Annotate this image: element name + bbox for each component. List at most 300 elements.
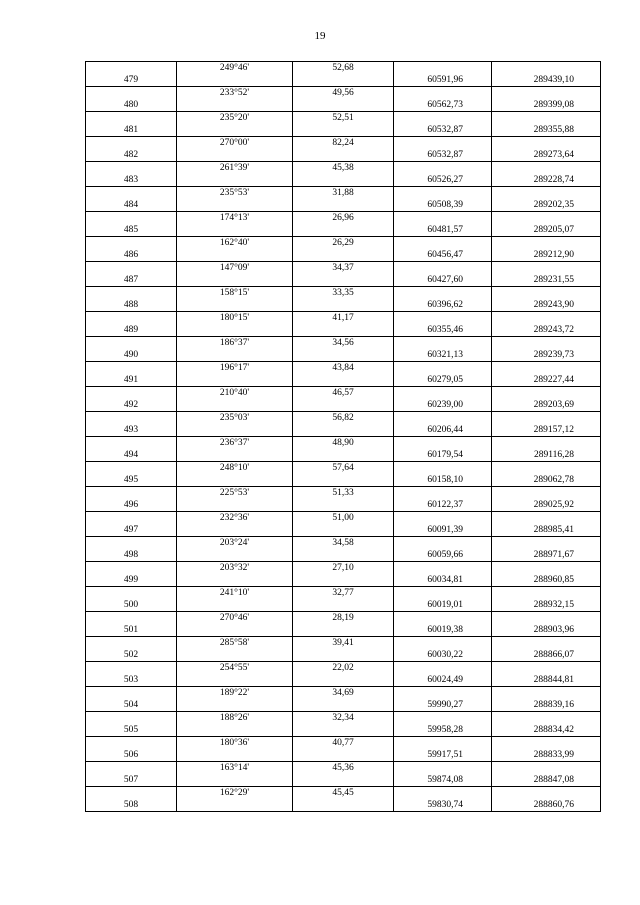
x-coordinate-cell xyxy=(394,387,492,400)
table-row xyxy=(86,462,601,475)
direction-angle-cell: 232°36' xyxy=(177,512,293,525)
point-number-cell xyxy=(86,162,177,175)
length-cell xyxy=(293,374,394,387)
y-coordinate-cell xyxy=(492,662,601,675)
direction-angle-cell xyxy=(177,124,293,137)
point-number-cell: 487 xyxy=(86,274,177,287)
point-number-cell xyxy=(86,637,177,650)
point-number-cell xyxy=(86,687,177,700)
point-number-cell xyxy=(86,737,177,750)
x-coordinate-cell: 60456,47 xyxy=(394,249,492,262)
direction-angle-cell xyxy=(177,349,293,362)
x-coordinate-cell: 59990,27 xyxy=(394,699,492,712)
x-coordinate-cell: 59874,08 xyxy=(394,774,492,787)
y-coordinate-cell: 288844,81 xyxy=(492,674,601,687)
y-coordinate-cell xyxy=(492,487,601,500)
direction-angle-cell xyxy=(177,674,293,687)
x-coordinate-cell: 60481,57 xyxy=(394,224,492,237)
point-number-cell: 505 xyxy=(86,724,177,737)
length-cell: 51,33 xyxy=(293,487,394,500)
length-cell: 45,38 xyxy=(293,162,394,175)
table-row xyxy=(86,62,601,75)
point-number-cell: 488 xyxy=(86,299,177,312)
point-number-cell xyxy=(86,387,177,400)
x-coordinate-cell: 60024,49 xyxy=(394,674,492,687)
y-coordinate-cell xyxy=(492,762,601,775)
y-coordinate-cell xyxy=(492,637,601,650)
x-coordinate-cell: 60562,73 xyxy=(394,99,492,112)
y-coordinate-cell: 289203,69 xyxy=(492,399,601,412)
direction-angle-cell: 174°13' xyxy=(177,212,293,225)
point-number-cell: 497 xyxy=(86,524,177,537)
x-coordinate-cell xyxy=(394,437,492,450)
table-row xyxy=(86,299,601,312)
table-row xyxy=(86,99,601,112)
point-number-cell: 486 xyxy=(86,249,177,262)
length-cell xyxy=(293,224,394,237)
table-row xyxy=(86,737,601,750)
length-cell: 41,17 xyxy=(293,312,394,325)
x-coordinate-cell: 60396,62 xyxy=(394,299,492,312)
point-number-cell xyxy=(86,562,177,575)
y-coordinate-cell: 288839,16 xyxy=(492,699,601,712)
table-row xyxy=(86,749,601,762)
length-cell xyxy=(293,274,394,287)
point-number-cell xyxy=(86,662,177,675)
table-row xyxy=(86,112,601,125)
point-number-cell: 494 xyxy=(86,449,177,462)
x-coordinate-cell xyxy=(394,337,492,350)
point-number-cell xyxy=(86,412,177,425)
point-number-cell: 501 xyxy=(86,624,177,637)
table-row xyxy=(86,599,601,612)
x-coordinate-cell: 60206,44 xyxy=(394,424,492,437)
x-coordinate-cell xyxy=(394,487,492,500)
length-cell xyxy=(293,424,394,437)
y-coordinate-cell xyxy=(492,187,601,200)
length-cell: 34,56 xyxy=(293,337,394,350)
length-cell xyxy=(293,174,394,187)
direction-angle-cell: 235°20' xyxy=(177,112,293,125)
length-cell: 45,45 xyxy=(293,787,394,800)
direction-angle-cell xyxy=(177,299,293,312)
length-cell: 31,88 xyxy=(293,187,394,200)
table-row xyxy=(86,337,601,350)
length-cell: 26,29 xyxy=(293,237,394,250)
x-coordinate-cell xyxy=(394,287,492,300)
direction-angle-cell xyxy=(177,524,293,537)
y-coordinate-cell xyxy=(492,462,601,475)
direction-angle-cell: 162°29' xyxy=(177,787,293,800)
x-coordinate-cell: 60321,13 xyxy=(394,349,492,362)
length-cell xyxy=(293,574,394,587)
y-coordinate-cell xyxy=(492,612,601,625)
table-row xyxy=(86,674,601,687)
length-cell xyxy=(293,299,394,312)
length-cell: 45,36 xyxy=(293,762,394,775)
y-coordinate-cell xyxy=(492,87,601,100)
y-coordinate-cell: 289116,28 xyxy=(492,449,601,462)
point-number-cell xyxy=(86,487,177,500)
direction-angle-cell: 188°26' xyxy=(177,712,293,725)
table-row xyxy=(86,224,601,237)
x-coordinate-cell xyxy=(394,762,492,775)
direction-angle-cell xyxy=(177,649,293,662)
y-coordinate-cell: 289273,64 xyxy=(492,149,601,162)
y-coordinate-cell xyxy=(492,362,601,375)
x-coordinate-cell: 60508,39 xyxy=(394,199,492,212)
direction-angle-cell xyxy=(177,699,293,712)
length-cell xyxy=(293,249,394,262)
table-row xyxy=(86,424,601,437)
length-cell: 56,82 xyxy=(293,412,394,425)
x-coordinate-cell xyxy=(394,237,492,250)
table-row xyxy=(86,312,601,325)
direction-angle-cell: 270°46' xyxy=(177,612,293,625)
y-coordinate-cell xyxy=(492,337,601,350)
x-coordinate-cell xyxy=(394,712,492,725)
point-number-cell: 484 xyxy=(86,199,177,212)
point-number-cell: 482 xyxy=(86,149,177,162)
table-row xyxy=(86,799,601,812)
table-row xyxy=(86,649,601,662)
point-number-cell: 485 xyxy=(86,224,177,237)
length-cell: 51,00 xyxy=(293,512,394,525)
length-cell xyxy=(293,324,394,337)
y-coordinate-cell xyxy=(492,737,601,750)
direction-angle-cell xyxy=(177,549,293,562)
length-cell: 49,56 xyxy=(293,87,394,100)
point-number-cell: 496 xyxy=(86,499,177,512)
direction-angle-cell: 180°15' xyxy=(177,312,293,325)
direction-angle-cell xyxy=(177,324,293,337)
table-row xyxy=(86,137,601,150)
x-coordinate-cell xyxy=(394,187,492,200)
length-cell: 26,96 xyxy=(293,212,394,225)
direction-angle-cell xyxy=(177,724,293,737)
x-coordinate-cell xyxy=(394,312,492,325)
y-coordinate-cell: 289439,10 xyxy=(492,74,601,87)
length-cell xyxy=(293,474,394,487)
table-row xyxy=(86,624,601,637)
point-number-cell: 483 xyxy=(86,174,177,187)
table-row xyxy=(86,212,601,225)
y-coordinate-cell: 288860,76 xyxy=(492,799,601,812)
table-row xyxy=(86,324,601,337)
direction-angle-cell: 225°53' xyxy=(177,487,293,500)
length-cell xyxy=(293,524,394,537)
direction-angle-cell: 233°52' xyxy=(177,87,293,100)
x-coordinate-cell: 59917,51 xyxy=(394,749,492,762)
y-coordinate-cell xyxy=(492,687,601,700)
length-cell: 34,58 xyxy=(293,537,394,550)
length-cell: 33,35 xyxy=(293,287,394,300)
point-number-cell xyxy=(86,137,177,150)
y-coordinate-cell: 288833,99 xyxy=(492,749,601,762)
y-coordinate-cell xyxy=(492,212,601,225)
direction-angle-cell xyxy=(177,424,293,437)
direction-angle-cell xyxy=(177,749,293,762)
x-coordinate-cell: 60091,39 xyxy=(394,524,492,537)
y-coordinate-cell xyxy=(492,237,601,250)
direction-angle-cell: 236°37' xyxy=(177,437,293,450)
x-coordinate-cell: 60239,00 xyxy=(394,399,492,412)
direction-angle-cell xyxy=(177,149,293,162)
x-coordinate-cell: 60591,96 xyxy=(394,74,492,87)
table-row xyxy=(86,199,601,212)
length-cell: 40,77 xyxy=(293,737,394,750)
table-row xyxy=(86,487,601,500)
table-row xyxy=(86,562,601,575)
direction-angle-cell: 235°03' xyxy=(177,412,293,425)
y-coordinate-cell xyxy=(492,137,601,150)
y-coordinate-cell: 289025,92 xyxy=(492,499,601,512)
direction-angle-cell: 285°58' xyxy=(177,637,293,650)
point-number-cell: 507 xyxy=(86,774,177,787)
length-cell xyxy=(293,599,394,612)
length-cell xyxy=(293,674,394,687)
direction-angle-cell xyxy=(177,624,293,637)
y-coordinate-cell: 288834,42 xyxy=(492,724,601,737)
table-row xyxy=(86,437,601,450)
point-number-cell: 493 xyxy=(86,424,177,437)
length-cell: 34,37 xyxy=(293,262,394,275)
point-number-cell: 492 xyxy=(86,399,177,412)
point-number-cell xyxy=(86,537,177,550)
table-row xyxy=(86,637,601,650)
x-coordinate-cell xyxy=(394,537,492,550)
x-coordinate-cell xyxy=(394,737,492,750)
direction-angle-cell xyxy=(177,799,293,812)
y-coordinate-cell xyxy=(492,712,601,725)
direction-angle-cell: 254°55' xyxy=(177,662,293,675)
table-row xyxy=(86,287,601,300)
point-number-cell xyxy=(86,212,177,225)
length-cell xyxy=(293,774,394,787)
length-cell xyxy=(293,724,394,737)
table-row xyxy=(86,249,601,262)
y-coordinate-cell: 289399,08 xyxy=(492,99,601,112)
length-cell: 52,68 xyxy=(293,62,394,75)
y-coordinate-cell: 289062,78 xyxy=(492,474,601,487)
y-coordinate-cell xyxy=(492,387,601,400)
direction-angle-cell xyxy=(177,449,293,462)
point-number-cell: 495 xyxy=(86,474,177,487)
x-coordinate-cell xyxy=(394,87,492,100)
table-row xyxy=(86,74,601,87)
table-row xyxy=(86,362,601,375)
table-row xyxy=(86,349,601,362)
point-number-cell xyxy=(86,712,177,725)
y-coordinate-cell: 289202,35 xyxy=(492,199,601,212)
x-coordinate-cell xyxy=(394,787,492,800)
x-coordinate-cell: 60355,46 xyxy=(394,324,492,337)
direction-angle-cell: 241°10' xyxy=(177,587,293,600)
direction-angle-cell: 203°24' xyxy=(177,537,293,550)
y-coordinate-cell xyxy=(492,537,601,550)
y-coordinate-cell xyxy=(492,787,601,800)
table-row xyxy=(86,662,601,675)
length-cell: 43,84 xyxy=(293,362,394,375)
table-row xyxy=(86,774,601,787)
y-coordinate-cell: 289157,12 xyxy=(492,424,601,437)
length-cell: 57,64 xyxy=(293,462,394,475)
table-row xyxy=(86,537,601,550)
x-coordinate-cell xyxy=(394,562,492,575)
point-number-cell: 503 xyxy=(86,674,177,687)
direction-angle-cell: 189°22' xyxy=(177,687,293,700)
x-coordinate-cell xyxy=(394,612,492,625)
x-coordinate-cell: 60030,22 xyxy=(394,649,492,662)
point-number-cell xyxy=(86,112,177,125)
y-coordinate-cell: 289243,90 xyxy=(492,299,601,312)
point-number-cell xyxy=(86,187,177,200)
x-coordinate-cell: 60526,27 xyxy=(394,174,492,187)
table-row xyxy=(86,474,601,487)
x-coordinate-cell xyxy=(394,662,492,675)
x-coordinate-cell xyxy=(394,62,492,75)
direction-angle-cell xyxy=(177,399,293,412)
length-cell xyxy=(293,399,394,412)
direction-angle-cell: 163°14' xyxy=(177,762,293,775)
y-coordinate-cell: 288971,67 xyxy=(492,549,601,562)
x-coordinate-cell xyxy=(394,112,492,125)
point-number-cell xyxy=(86,612,177,625)
direction-angle-cell: 196°17' xyxy=(177,362,293,375)
x-coordinate-cell: 60059,66 xyxy=(394,549,492,562)
y-coordinate-cell: 288866,07 xyxy=(492,649,601,662)
table-row xyxy=(86,399,601,412)
y-coordinate-cell xyxy=(492,412,601,425)
direction-angle-cell xyxy=(177,774,293,787)
direction-angle-cell xyxy=(177,374,293,387)
length-cell xyxy=(293,74,394,87)
coordinates-table xyxy=(85,61,601,812)
point-number-cell xyxy=(86,512,177,525)
point-number-cell: 504 xyxy=(86,699,177,712)
x-coordinate-cell xyxy=(394,362,492,375)
point-number-cell xyxy=(86,362,177,375)
x-coordinate-cell xyxy=(394,637,492,650)
table-row xyxy=(86,237,601,250)
table-row xyxy=(86,574,601,587)
y-coordinate-cell xyxy=(492,62,601,75)
y-coordinate-cell: 289243,72 xyxy=(492,324,601,337)
length-cell: 27,10 xyxy=(293,562,394,575)
y-coordinate-cell: 288932,15 xyxy=(492,599,601,612)
y-coordinate-cell: 289228,74 xyxy=(492,174,601,187)
length-cell xyxy=(293,499,394,512)
direction-angle-cell: 158°15' xyxy=(177,287,293,300)
length-cell xyxy=(293,349,394,362)
table-row xyxy=(86,387,601,400)
x-coordinate-cell xyxy=(394,687,492,700)
direction-angle-cell: 162°40' xyxy=(177,237,293,250)
x-coordinate-cell xyxy=(394,262,492,275)
table-row xyxy=(86,512,601,525)
x-coordinate-cell: 60532,87 xyxy=(394,149,492,162)
y-coordinate-cell: 289231,55 xyxy=(492,274,601,287)
x-coordinate-cell xyxy=(394,212,492,225)
x-coordinate-cell: 59958,28 xyxy=(394,724,492,737)
point-number-cell: 506 xyxy=(86,749,177,762)
x-coordinate-cell: 60019,01 xyxy=(394,599,492,612)
page-number: 19 xyxy=(314,30,326,42)
point-number-cell: 480 xyxy=(86,99,177,112)
point-number-cell: 502 xyxy=(86,649,177,662)
point-number-cell xyxy=(86,437,177,450)
point-number-cell xyxy=(86,587,177,600)
point-number-cell: 491 xyxy=(86,374,177,387)
y-coordinate-cell xyxy=(492,562,601,575)
table-row xyxy=(86,187,601,200)
table-row xyxy=(86,162,601,175)
table-row xyxy=(86,587,601,600)
direction-angle-cell xyxy=(177,199,293,212)
direction-angle-cell: 261°39' xyxy=(177,162,293,175)
length-cell xyxy=(293,449,394,462)
table-row xyxy=(86,612,601,625)
direction-angle-cell: 249°46' xyxy=(177,62,293,75)
y-coordinate-cell xyxy=(492,262,601,275)
y-coordinate-cell: 289239,73 xyxy=(492,349,601,362)
length-cell: 22,02 xyxy=(293,662,394,675)
y-coordinate-cell xyxy=(492,437,601,450)
table-row xyxy=(86,262,601,275)
point-number-cell xyxy=(86,87,177,100)
table-row xyxy=(86,124,601,137)
point-number-cell: 479 xyxy=(86,74,177,87)
table-row xyxy=(86,787,601,800)
y-coordinate-cell: 288985,41 xyxy=(492,524,601,537)
length-cell: 46,57 xyxy=(293,387,394,400)
point-number-cell xyxy=(86,762,177,775)
direction-angle-cell xyxy=(177,499,293,512)
direction-angle-cell xyxy=(177,474,293,487)
direction-angle-cell xyxy=(177,599,293,612)
direction-angle-cell xyxy=(177,99,293,112)
x-coordinate-cell: 60158,10 xyxy=(394,474,492,487)
direction-angle-cell xyxy=(177,224,293,237)
length-cell xyxy=(293,699,394,712)
length-cell: 32,77 xyxy=(293,587,394,600)
direction-angle-cell xyxy=(177,274,293,287)
y-coordinate-cell xyxy=(492,312,601,325)
table-row xyxy=(86,374,601,387)
length-cell xyxy=(293,624,394,637)
point-number-cell: 489 xyxy=(86,324,177,337)
length-cell: 39,41 xyxy=(293,637,394,650)
point-number-cell xyxy=(86,312,177,325)
length-cell xyxy=(293,649,394,662)
x-coordinate-cell xyxy=(394,462,492,475)
table-row xyxy=(86,274,601,287)
table-row xyxy=(86,524,601,537)
x-coordinate-cell: 60034,81 xyxy=(394,574,492,587)
direction-angle-cell: 203°32' xyxy=(177,562,293,575)
y-coordinate-cell: 289212,90 xyxy=(492,249,601,262)
point-number-cell xyxy=(86,337,177,350)
table-row xyxy=(86,762,601,775)
y-coordinate-cell: 289227,44 xyxy=(492,374,601,387)
x-coordinate-cell xyxy=(394,162,492,175)
x-coordinate-cell: 60019,38 xyxy=(394,624,492,637)
length-cell: 34,69 xyxy=(293,687,394,700)
direction-angle-cell: 270°00' xyxy=(177,137,293,150)
point-number-cell: 481 xyxy=(86,124,177,137)
length-cell xyxy=(293,149,394,162)
x-coordinate-cell xyxy=(394,412,492,425)
